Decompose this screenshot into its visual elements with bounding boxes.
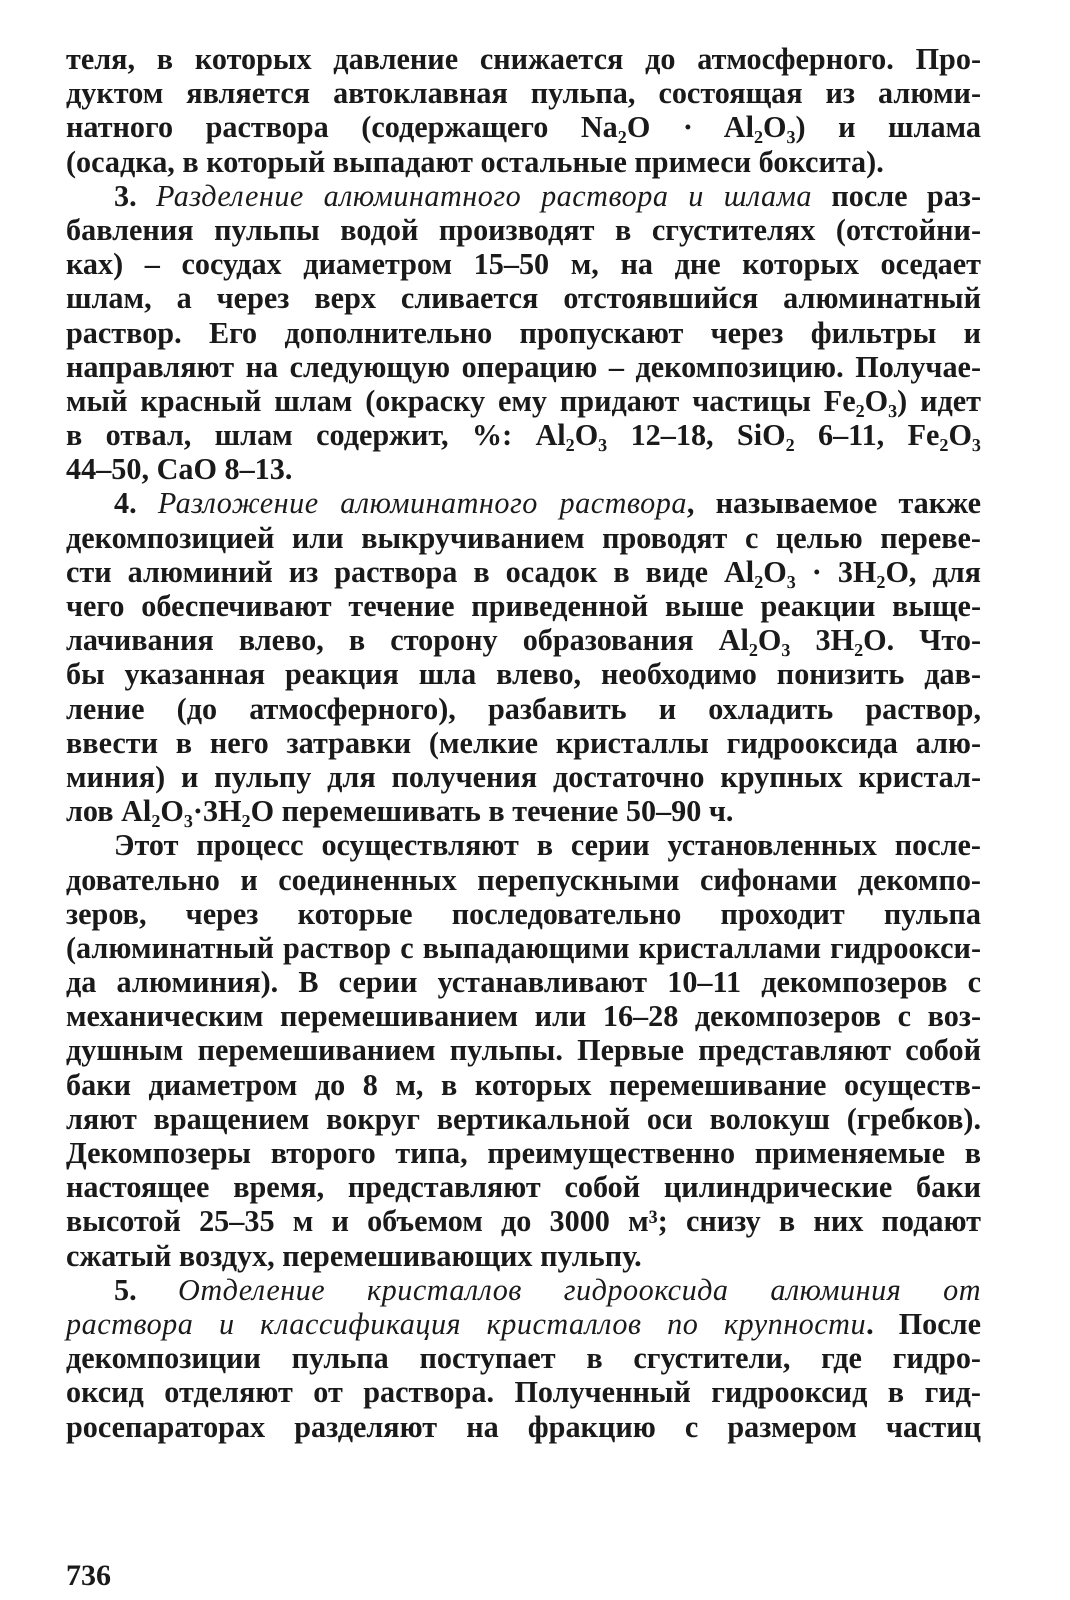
text-line	[66, 760, 981, 794]
body-text: Декомпозеры второго типа, преимущественно применяемые в	[66, 1136, 981, 1170]
text-line	[66, 1102, 981, 1136]
body-text: ление (до атмосферного), разбавить и охладить раствор,	[66, 691, 981, 726]
body-text: , называемое также	[686, 486, 982, 521]
text-line	[66, 965, 981, 999]
text-line	[66, 726, 981, 760]
body-text: довательно и соединенных перепускными сифонами декомпо-	[66, 862, 981, 897]
body-text: раствор. Его дополнительно пропускают через фильтры и	[66, 315, 981, 350]
body-text: шлам, а через верх сливается отстоявшийся алюминатный	[66, 281, 981, 316]
text-line	[66, 1170, 981, 1204]
text-line	[66, 999, 981, 1033]
body-text: миния) и пульпу для получения достаточно крупных кристал-	[66, 759, 981, 794]
body-text: чего обеспечивают течение приведенной выше реакции выще-	[66, 589, 981, 623]
italic-heading-text: Отделение кристаллов гидрооксида алюминия от	[178, 1272, 982, 1307]
body-text: зеров, через которые последовательно проходит пульпа	[66, 896, 981, 931]
body-text: сти алюминий из раствора в осадок в виде Al₂O₃ · 3H₂O, для	[66, 554, 981, 589]
text-line	[66, 486, 981, 520]
text-line	[66, 931, 981, 965]
body-text: сжатый воздух, перемешивающих пульпу.	[66, 1238, 642, 1273]
text-line	[66, 247, 981, 281]
body-text: декомпозиции пульпа поступает в сгустители, где гидро-	[66, 1341, 981, 1376]
text-line	[66, 42, 981, 76]
body-text: натного раствора (содержащего Na₂O · Al₂O₃) и шлама	[66, 110, 981, 145]
body-text: (алюминатный раствор с выпадающими кристаллами гидроокси-	[66, 930, 981, 965]
body-text: высотой 25–35 м и объемом до 3000 м³; снизу в них подают	[66, 1204, 981, 1239]
body-text: 3.	[114, 178, 156, 213]
body-text: (осадка, в который выпадают остальные примеси боксита).	[66, 144, 884, 179]
text-line	[66, 1136, 981, 1170]
body-text: мый красный шлам (окраску ему придают частицы Fe₂O₃) идет	[66, 383, 981, 418]
body-text: оксид отделяют от раствора. Полученный гидрооксид в гид-	[66, 1375, 981, 1410]
body-text: механическим перемешиванием или 16–28 декомпозеров с воз-	[66, 999, 981, 1034]
body-text: 44–50, CaO 8–13.	[66, 452, 293, 487]
body-text: баки диаметром до 8 м, в которых перемешивание осуществ-	[66, 1067, 981, 1102]
text-line	[66, 1273, 981, 1307]
text-line	[66, 384, 981, 418]
italic-heading-text: Разложение алюминатного раствора	[157, 486, 687, 521]
body-text: да алюминия). В серии устанавливают 10–11 декомпозеров с	[66, 965, 981, 1000]
page-body	[66, 42, 981, 1444]
body-text: в отвал, шлам содержит, %: Al₂O₃ 12–18, SiO₂ 6–11, Fe₂O₃	[66, 418, 981, 453]
body-text: 4.	[114, 486, 158, 521]
text-line	[66, 316, 981, 350]
italic-heading-text: Разделение алюминатного раствора и шлама	[156, 178, 813, 213]
text-line	[66, 555, 981, 589]
text-line	[66, 110, 981, 144]
body-text: Этот процесс осуществляют в серии установленных после-	[114, 828, 981, 863]
page-number: 736	[66, 1559, 111, 1592]
body-text: ляют вращением вокруг вертикальной оси волокуш (гребков).	[66, 1101, 981, 1136]
text-line	[66, 350, 981, 384]
text-line	[66, 794, 981, 828]
body-text: лачивания влево, в сторону образования Al₂O₃ 3H₂O. Что-	[66, 623, 981, 658]
text-line	[66, 145, 981, 179]
text-line	[66, 76, 981, 110]
body-text: душным перемешиванием пульпы. Первые представляют собой	[66, 1033, 981, 1068]
text-line	[66, 623, 981, 657]
text-line	[66, 1375, 981, 1409]
body-text: направляют на следующую операцию – декомпозицию. Получае-	[66, 349, 981, 384]
body-text: бы указанная реакция шла влево, необходимо понизить дав-	[66, 657, 981, 692]
text-line	[66, 1410, 981, 1444]
text-line	[66, 418, 981, 452]
italic-heading-text: раствора и классификация кристаллов по крупности	[66, 1306, 867, 1341]
text-line	[66, 1068, 981, 1102]
text-line	[66, 1341, 981, 1375]
text-line	[66, 1033, 981, 1067]
body-text: ках) – сосудах диаметром 15–50 м, на дне которых оседает	[66, 247, 981, 282]
text-line	[66, 213, 981, 247]
text-line	[66, 281, 981, 315]
text-line	[66, 1307, 981, 1341]
text-line	[66, 1239, 981, 1273]
text-line	[66, 589, 981, 623]
body-text: ввести в него затравки (мелкие кристаллы гидрооксида алю-	[66, 725, 981, 760]
body-text: бавления пульпы водой производят в сгустителях (отстойни-	[66, 212, 981, 247]
body-text: после раз-	[812, 178, 981, 213]
text-line	[66, 657, 981, 691]
text-line	[66, 828, 981, 862]
body-text: росепараторах разделяют на фракцию с размером частиц	[66, 1409, 981, 1444]
text-line	[66, 863, 981, 897]
text-line	[66, 897, 981, 931]
body-text: 5.	[114, 1272, 179, 1307]
text-line	[66, 692, 981, 726]
text-line	[66, 179, 981, 213]
text-line	[66, 521, 981, 555]
body-text: настоящее время, представляют собой цилиндрические баки	[66, 1170, 981, 1205]
text-line	[66, 1204, 981, 1238]
body-text: декомпозицией или выкручиванием проводят с целью переве-	[66, 520, 981, 555]
body-text: . После	[866, 1306, 982, 1341]
text-line	[66, 452, 981, 486]
body-text: теля, в которых давление снижается до атмосферного. Про-	[66, 42, 981, 76]
body-text: дуктом является автоклавная пульпа, состоящая из алюми-	[66, 76, 981, 111]
body-text: лов Al₂O₃·3H₂O перемешивать в течение 50–90 ч.	[66, 794, 734, 829]
